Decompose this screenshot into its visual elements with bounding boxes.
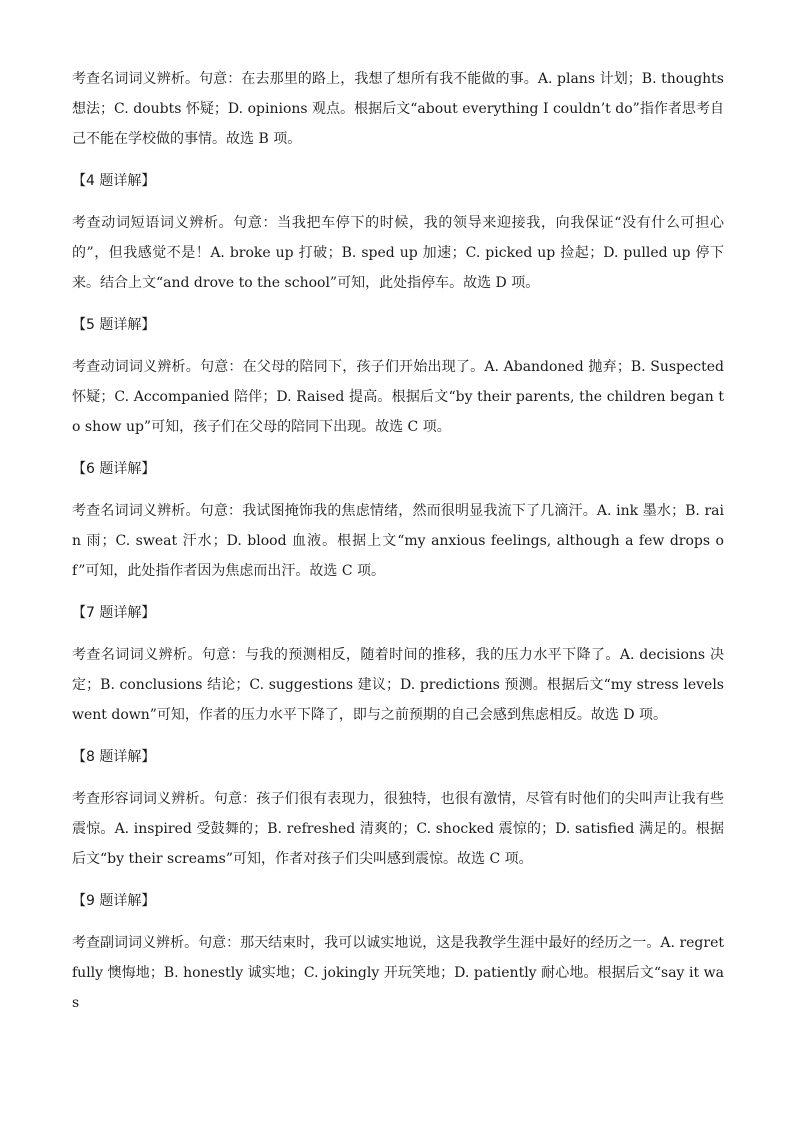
- answer-explanation-9: 考查副词词义辨析。句意：那天结束时，我可以诚实地说，这是我教学生涯中最好的经历之一。A. regretfully 懊悔地；B. honestly 诚实地；C. jokingly 开玩笑地；D. patiently 耐心地。根据后文“say it was: [72, 935, 724, 1011]
- answer-explanation-5: 考查动词词义辨析。句意：在父母的陪同下，孩子们开始出现了。A. Abandoned 抛弃；B. Suspected 怀疑；C. Accompanied 陪伴；D. Raised 提高。根据后文“by their parents, the children began to show up”可知，孩子们在父母的陪同下出现。故选 C 项。: [72, 359, 724, 435]
- answer-explanation-3: 考查名词词义辨析。句意：在去那里的路上，我想了想所有我不能做的事。A. plans 计划；B. thoughts 想法；C. doubts 怀疑；D. opinions 观点。根据后文“about everything I couldn’t do”指作者思考自己不能在学校做的事情。故选 B 项。: [72, 71, 724, 147]
- answer-explanation-4: 考查动词短语词义辨析。句意：当我把车停下的时候，我的领导来迎接我，向我保证“没有什么可担心的”，但我感觉不是！A. broke up 打破；B. sped up 加速；C. picked up 捡起；D. pulled up 停下来。结合上文“and drove to the school”可知，此处指停车。故选 D 项。: [72, 215, 724, 291]
- question-4-heading: 【4 题详解】: [72, 173, 156, 189]
- document-page: [72, 64, 724, 1034]
- answer-explanation-7: 考查名词词义辨析。句意：与我的预测相反，随着时间的推移，我的压力水平下降了。A. decisions 决定；B. conclusions 结论；C. suggestions 建议；D. predictions 预测。根据后文“my stress levels went down”可知，作者的压力水平下降了，即与之前预期的自己会感到焦虑相反。故选 D 项。: [72, 647, 724, 723]
- question-6-heading: 【6 题详解】: [72, 461, 156, 477]
- question-9-heading: 【9 题详解】: [72, 893, 156, 909]
- question-5-heading: 【5 题详解】: [72, 317, 156, 333]
- answer-explanation-6: 考查名词词义辨析。句意：我试图掩饰我的焦虑情绪，然而很明显我流下了几滴汗。A. ink 墨水；B. rain 雨；C. sweat 汗水；D. blood 血液。根据上文“my anxious feelings, although a few drops of”可知，此处指作者因为焦虑而出汗。故选 C 项。: [72, 503, 724, 579]
- question-8-heading: 【8 题详解】: [72, 749, 156, 765]
- question-7-heading: 【7 题详解】: [72, 605, 156, 621]
- answer-explanation-8: 考查形容词词义辨析。句意：孩子们很有表现力，很独特，也很有激情，尽管有时他们的尖叫声让我有些震惊。A. inspired 受鼓舞的；B. refreshed 清爽的；C. shocked 震惊的；D. satisfied 满足的。根据后文“by their screams”可知，作者对孩子们尖叫感到震惊。故选 C 项。: [72, 791, 724, 867]
